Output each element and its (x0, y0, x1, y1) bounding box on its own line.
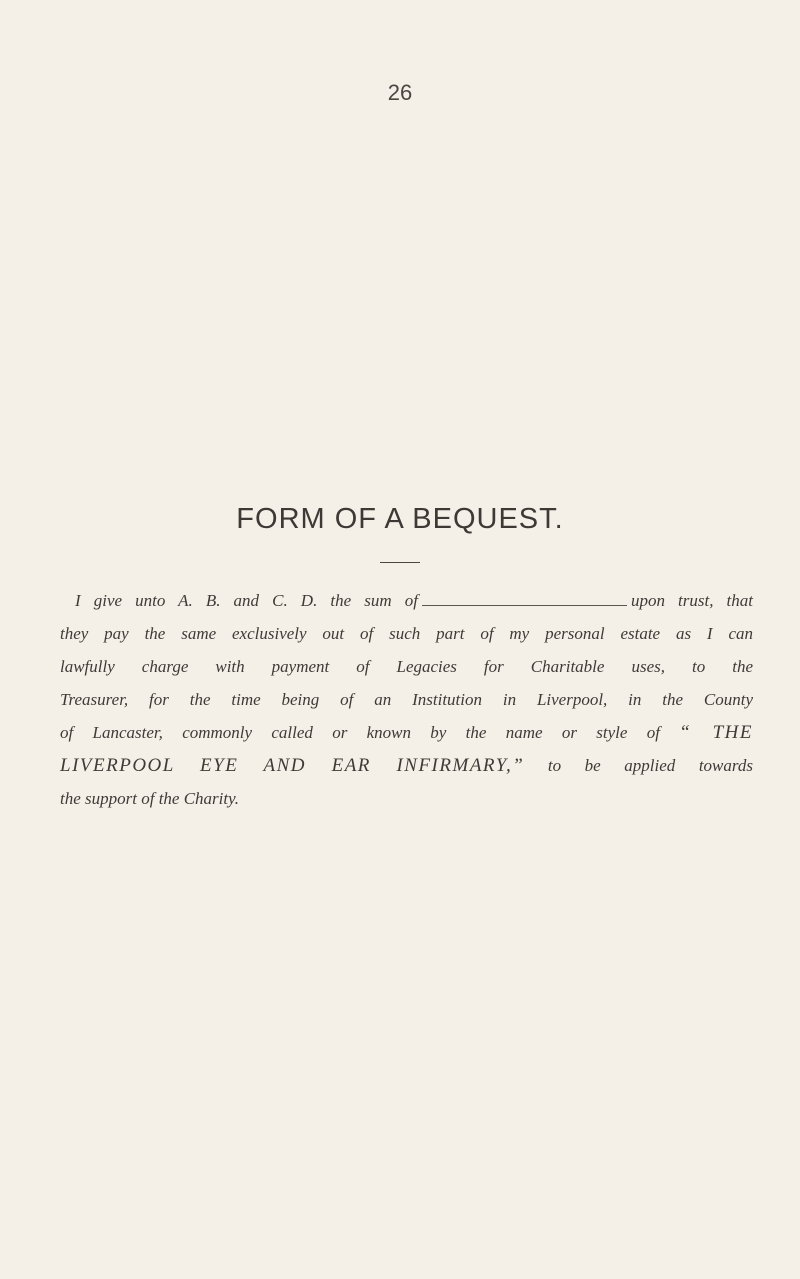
bequest-line-4: Treasurer, for the time being of an Institution in Liverpool, in the County (60, 690, 753, 709)
bequest-line-6 (60, 749, 753, 782)
bequest-line-1-end: upon trust, that (630, 591, 754, 610)
bequest-line-1 (60, 584, 753, 617)
bequest-line-3: lawfully charge with payment of Legacies for Charitable uses, to the (60, 657, 753, 676)
page-title: FORM OF A BEQUEST. (236, 503, 564, 535)
bequest-paragraph (60, 584, 753, 815)
bequest-line-7: the support of the Charity. (60, 789, 239, 808)
page-number: 26 (387, 80, 413, 105)
bequest-line-6-end: to be applied towards (547, 756, 753, 775)
bequest-line-5 (60, 716, 753, 749)
amount-blank (422, 593, 627, 606)
title-divider (380, 562, 420, 563)
institution-name-start: “ THE (679, 722, 754, 743)
bequest-line-5-text: of Lancaster, commonly called or known by the name or style of (60, 723, 660, 742)
bequest-line-2: they pay the same exclusively out of such part of my personal estate as I can (60, 624, 753, 643)
institution-name: LIVERPOOL EYE AND EAR INFIRMARY,” (60, 755, 525, 776)
bequest-line-1-start: I give unto A. B. and C. D. the sum of (75, 591, 418, 610)
